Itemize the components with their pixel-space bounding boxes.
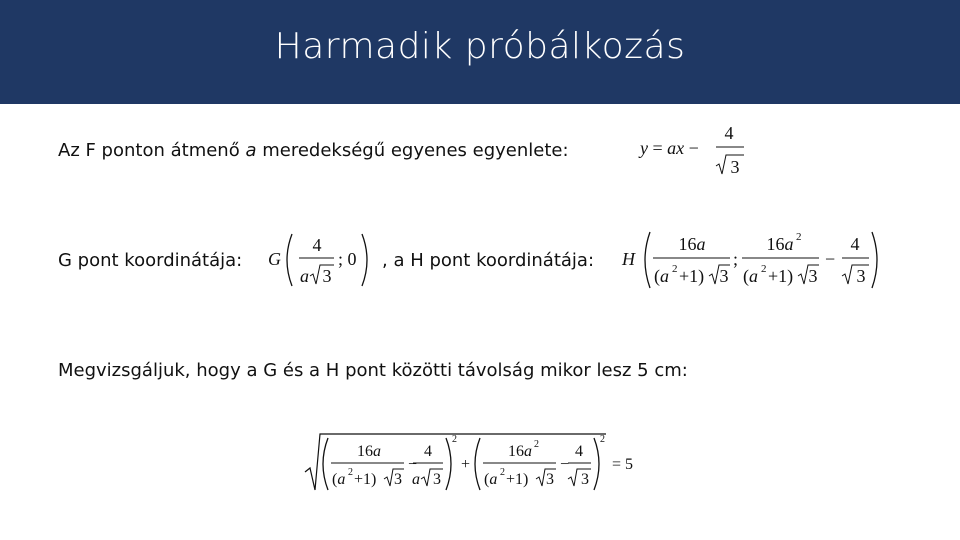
svg-text:−: − bbox=[408, 456, 418, 473]
svg-text:4: 4 bbox=[575, 443, 583, 460]
svg-text:+1): +1) bbox=[506, 471, 529, 488]
svg-text:G: G bbox=[268, 249, 281, 269]
svg-text:2: 2 bbox=[534, 439, 539, 450]
svg-text:16a: 16a bbox=[357, 443, 381, 460]
point-h-formula bbox=[620, 226, 882, 292]
svg-text:3: 3 bbox=[322, 266, 332, 286]
svg-text:3: 3 bbox=[433, 471, 441, 488]
svg-text:3: 3 bbox=[394, 471, 402, 488]
svg-text:; 0: ; 0 bbox=[338, 249, 357, 269]
svg-text:(a: (a bbox=[484, 471, 498, 488]
svg-text:16a: 16a bbox=[766, 234, 794, 254]
svg-text:3: 3 bbox=[808, 266, 818, 286]
distance-formula bbox=[300, 428, 640, 494]
svg-text:y = ax −: y = ax − bbox=[640, 138, 699, 158]
svg-text:−: − bbox=[825, 249, 836, 269]
svg-text:a: a bbox=[300, 266, 309, 286]
svg-text:2: 2 bbox=[672, 263, 678, 275]
svg-text:3: 3 bbox=[546, 471, 554, 488]
point-h-label: , a H pont koordinátája: bbox=[382, 250, 595, 271]
slide-title: Harmadik próbálkozás bbox=[274, 26, 686, 67]
svg-text:2: 2 bbox=[796, 231, 802, 243]
svg-text:3: 3 bbox=[856, 266, 866, 286]
sentence-emphasis: a bbox=[245, 140, 257, 161]
svg-text:;: ; bbox=[733, 249, 739, 269]
svg-text:3: 3 bbox=[730, 157, 740, 177]
svg-text:a: a bbox=[412, 471, 420, 488]
svg-text:2: 2 bbox=[500, 467, 505, 478]
svg-text:4: 4 bbox=[724, 123, 734, 143]
svg-text:(a: (a bbox=[332, 471, 346, 488]
svg-text:2: 2 bbox=[452, 434, 457, 445]
svg-text:2: 2 bbox=[348, 467, 353, 478]
svg-text:= 5: = 5 bbox=[612, 456, 634, 473]
svg-text:4: 4 bbox=[312, 235, 322, 255]
svg-text:3: 3 bbox=[581, 471, 589, 488]
distance-sentence: Megvizsgáljuk, hogy a G és a H pont közötti távolság mikor lesz 5 cm: bbox=[58, 360, 688, 381]
svg-text:3: 3 bbox=[719, 266, 729, 286]
svg-text:4: 4 bbox=[424, 443, 432, 460]
svg-text:+: + bbox=[461, 456, 471, 473]
sentence-prefix: Az F ponton átmenő bbox=[58, 140, 246, 161]
svg-text:16a: 16a bbox=[678, 234, 706, 254]
svg-text:−: − bbox=[560, 456, 570, 473]
svg-text:2: 2 bbox=[761, 263, 767, 275]
point-g-label: G pont koordinátája: bbox=[58, 250, 243, 271]
svg-text:+1): +1) bbox=[354, 471, 377, 488]
svg-text:+1): +1) bbox=[679, 266, 705, 286]
point-g-formula bbox=[266, 228, 374, 292]
svg-text:(a: (a bbox=[743, 266, 758, 286]
svg-text:16a: 16a bbox=[508, 443, 532, 460]
sentence-suffix: meredekségű egyenes egyenlete: bbox=[256, 140, 569, 161]
svg-text:4: 4 bbox=[850, 234, 860, 254]
svg-text:(a: (a bbox=[654, 266, 669, 286]
line-equation-sentence bbox=[58, 140, 569, 161]
svg-text:H: H bbox=[622, 249, 635, 269]
svg-text:2: 2 bbox=[600, 434, 605, 445]
line-equation-formula bbox=[636, 118, 766, 180]
svg-text:+1): +1) bbox=[768, 266, 794, 286]
